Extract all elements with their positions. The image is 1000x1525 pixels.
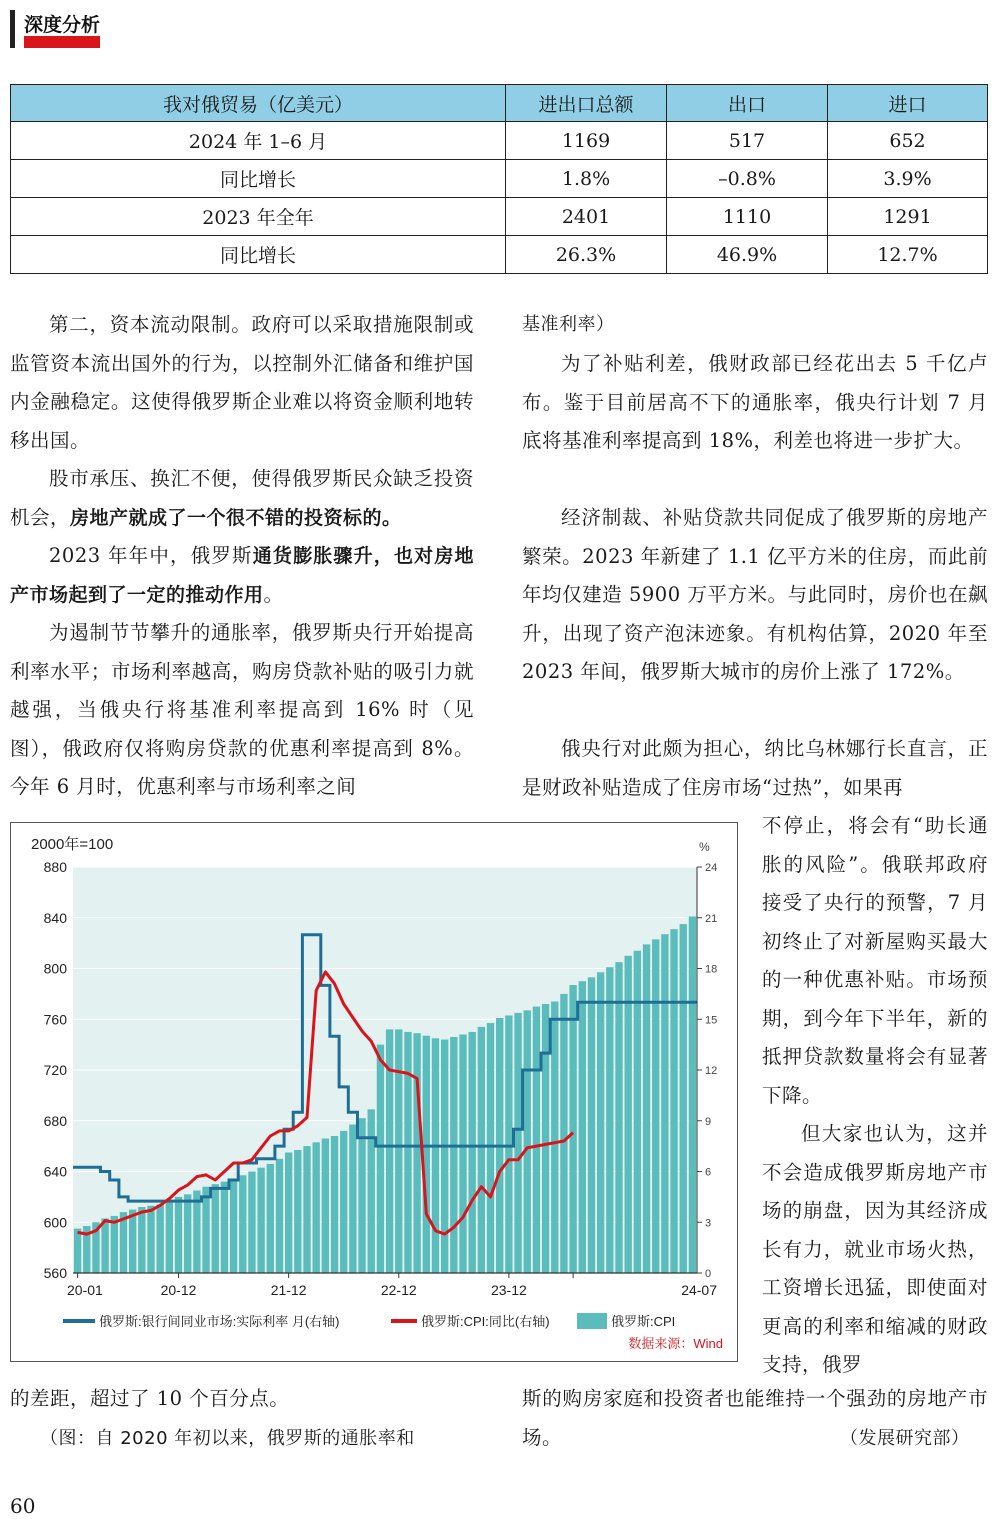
table-cell: 1291 xyxy=(828,198,988,236)
table-cell: –0.8% xyxy=(667,160,828,198)
left-tick-label: 880 xyxy=(43,859,67,875)
section-underline xyxy=(24,36,100,48)
cpi-bar xyxy=(569,985,576,1273)
cpi-bar xyxy=(377,1045,384,1273)
x-tick-label: 23-12 xyxy=(490,1282,527,1298)
table-row xyxy=(11,236,988,274)
x-tick-label: 20-12 xyxy=(160,1282,197,1298)
left-tick-label: 840 xyxy=(43,909,67,926)
cpi-bar xyxy=(368,1109,375,1273)
right-tick-label: 0 xyxy=(705,1268,712,1280)
right-tick-label: 3 xyxy=(705,1217,712,1230)
x-tick-label: 22-12 xyxy=(380,1282,417,1298)
table-header: 进口 xyxy=(828,85,988,122)
cpi-bar xyxy=(469,1032,476,1273)
table-cell: 同比增长 xyxy=(11,236,506,274)
cpi-bar xyxy=(74,1229,81,1273)
chart-source: 数据来源：Wind xyxy=(628,1336,723,1351)
cpi-bar xyxy=(432,1038,439,1273)
cpi-bar xyxy=(285,1152,292,1273)
cpi-bar xyxy=(505,1015,512,1273)
legend-cpi-swatch xyxy=(577,1313,607,1329)
table-row xyxy=(11,160,988,198)
cpi-bar xyxy=(670,929,677,1273)
paragraph-gap: 的差距，超过了 10 个百分点。 xyxy=(10,1387,290,1410)
right-axis-title: % xyxy=(699,840,710,854)
table-cell: 652 xyxy=(828,122,988,160)
cpi-bar xyxy=(248,1172,255,1274)
cpi-bar xyxy=(413,1033,420,1273)
right-tick-label: 6 xyxy=(705,1166,712,1179)
text-span: 。 xyxy=(263,582,284,606)
cpi-bar xyxy=(450,1037,457,1273)
right-tick-label: 24 xyxy=(705,862,718,874)
paragraph-central-bank-cont: 不停止，将会有“助长通胀的风险”。俄联邦政府接受了央行的预警，7 月初终止了对新屋购买最大的一种优惠补贴。市场预期，到今年下半年，新的抵押贷款数量将会有显著下降。 xyxy=(762,814,988,1107)
cpi-bar xyxy=(404,1032,411,1273)
x-tick-label: 24-07 xyxy=(681,1282,717,1298)
table-header: 进出口总额 xyxy=(506,85,667,122)
cpi-bar xyxy=(349,1125,356,1273)
cpi-bar xyxy=(267,1164,274,1273)
table-cell: 1169 xyxy=(506,122,667,160)
left-axis-title: 2000年=100 xyxy=(31,836,114,853)
cpi-bar xyxy=(652,939,659,1273)
left-tick-label: 600 xyxy=(43,1214,67,1231)
cpi-bar xyxy=(615,962,622,1273)
paragraph-housing-boom: 经济制裁、补贴贷款共同促成了俄罗斯的房地产繁荣。2023 年新建了 1.1 亿平方米的住房，而此前年均仅建造 5900 万平方米。与此同时，房价也在飙升，出现了资产泡沫迹象。有机构估算，2020 年至 2023 年间，俄罗斯大城市的房价上涨了 172%。 xyxy=(522,506,988,683)
cpi-bar xyxy=(560,994,567,1273)
cpi-bar xyxy=(331,1136,338,1273)
cpi-bar xyxy=(588,977,595,1273)
cpi-bar xyxy=(294,1150,301,1273)
cpi-bar xyxy=(184,1194,191,1273)
cpi-bar xyxy=(111,1216,118,1273)
table-header: 出口 xyxy=(667,85,828,122)
cpi-bar xyxy=(478,1027,485,1273)
cpi-bar xyxy=(542,1004,549,1273)
table-cell: 517 xyxy=(667,122,828,160)
table-header-row xyxy=(11,85,988,122)
cpi-bar xyxy=(166,1202,173,1273)
table-header: 我对俄贸易（亿美元） xyxy=(11,85,506,122)
cpi-bar xyxy=(340,1131,347,1273)
legend-cpi-yoy-label: 俄罗斯:CPI:同比(右轴) xyxy=(421,1314,550,1329)
cpi-bar xyxy=(597,972,604,1273)
cpi-bar xyxy=(643,944,650,1273)
right-tick-label: 15 xyxy=(705,1014,718,1027)
cpi-bar xyxy=(487,1023,494,1273)
cpi-bar xyxy=(661,934,668,1273)
text-span: 2023 年年中，俄罗斯 xyxy=(49,544,253,567)
right-tick-label: 12 xyxy=(705,1065,718,1077)
left-tick-label: 800 xyxy=(43,960,67,977)
cpi-bar xyxy=(606,967,613,1273)
cpi-bar xyxy=(680,924,687,1273)
cpi-bar xyxy=(358,1118,365,1273)
right-tick-label: 18 xyxy=(705,963,718,976)
table-cell: 同比增长 xyxy=(11,160,506,198)
paragraph-subsidy: 为了补贴利差，俄财政部已经花出去 5 千亿卢布。鉴于目前居高不下的通胀率，俄央行计划 7 月底将基准利率提高到 18%，利差也将进一步扩大。 xyxy=(522,352,988,452)
table-row xyxy=(11,198,988,236)
left-tick-label: 760 xyxy=(43,1011,67,1028)
page-number: 60 xyxy=(10,1494,36,1518)
table-cell: 3.9% xyxy=(828,160,988,198)
right-tick-label: 21 xyxy=(705,912,718,925)
chart-svg xyxy=(11,823,737,1361)
cpi-bar xyxy=(579,981,586,1273)
section-title: 深度分析 xyxy=(24,14,101,36)
cpi-bar xyxy=(322,1139,329,1273)
table-cell: 2023 年全年 xyxy=(11,198,506,236)
x-tick-label: 21-12 xyxy=(270,1282,307,1298)
legend-rate-label: 俄罗斯:银行间同业市场:实际利率 月(右轴) xyxy=(99,1314,340,1329)
cpi-bar xyxy=(138,1207,145,1273)
cpi-bar xyxy=(514,1013,521,1273)
cpi-bar xyxy=(524,1010,531,1273)
cpi-rate-chart xyxy=(10,822,738,1362)
cpi-bar xyxy=(551,1001,558,1273)
cpi-bar xyxy=(459,1034,466,1273)
figure-caption: （图：自 2020 年初以来，俄罗斯的通胀率和 xyxy=(40,1428,415,1449)
paragraph-interest-rate: 为遏制节节攀升的通胀率，俄罗斯央行开始提高利率水平；市场利率越高，购房贷款补贴的吸引力就越强，当俄央行将基准利率提高到 16% 时（见图），俄政府仅将购房贷款的优惠利率提高到 8%。今年 6 月时，优惠利率与市场利率之间 xyxy=(10,621,474,798)
cpi-bar xyxy=(257,1168,264,1273)
table-cell: 26.3% xyxy=(506,236,667,274)
right-tick-label: 9 xyxy=(705,1115,712,1128)
paragraph-central-bank: 俄央行对此颇为担心，纳比乌林娜行长直言，正是财政补贴造成了住房市场“过热”，如果再 xyxy=(522,737,988,799)
paragraph-capital-flow: 第二，资本流动限制。政府可以采取措施限制或监管资本流出国外的行为，以控制外汇储备和维护国内金融稳定。这使得俄罗斯企业难以将资金顺利地转移出国。 xyxy=(10,313,474,452)
cpi-bar xyxy=(129,1210,136,1273)
section-bar xyxy=(10,10,15,48)
bold-text: 房地产就成了一个很不错的投资标的。 xyxy=(70,506,402,529)
paragraph-stock-market xyxy=(10,460,474,537)
cpi-bar xyxy=(193,1191,200,1273)
cpi-bar xyxy=(303,1146,310,1273)
text-span: 股市承压、换汇不便，使得俄罗斯民众缺乏投资机会， xyxy=(10,467,474,529)
cpi-bar xyxy=(395,1029,402,1273)
bold-text: 通货膨胀骤升，也对房地产市场起到了一定的推动作用 xyxy=(10,545,474,606)
x-tick-label: 20-01 xyxy=(67,1282,103,1298)
cpi-bar xyxy=(239,1175,246,1273)
left-tick-label: 720 xyxy=(43,1062,67,1078)
left-tick-label: 680 xyxy=(43,1112,67,1129)
cpi-bar xyxy=(634,951,641,1273)
paragraph-outlook: 但大家也认为，这并不会造成俄罗斯房地产市场的崩盘，因为其经济成长有力，就业市场火热，工资增长迅猛，即使面对更高的利率和缩减的财政支持，俄罗 xyxy=(762,1122,988,1376)
table-cell: 46.9% xyxy=(667,236,828,274)
table-cell: 2024 年 1–6 月 xyxy=(11,122,506,160)
signature: （发展研究部） xyxy=(840,1428,970,1449)
cpi-bar xyxy=(212,1184,219,1273)
cpi-bar xyxy=(276,1159,283,1273)
cpi-bar xyxy=(101,1218,108,1273)
left-tick-label: 560 xyxy=(43,1265,67,1281)
cpi-bar xyxy=(147,1206,154,1273)
cpi-bar xyxy=(157,1204,164,1273)
left-tick-label: 640 xyxy=(43,1163,67,1180)
cpi-bar xyxy=(313,1142,320,1273)
table-cell: 1.8% xyxy=(506,160,667,198)
cpi-bar xyxy=(221,1182,228,1273)
cpi-bar xyxy=(175,1197,182,1273)
table-cell: 1110 xyxy=(667,198,828,236)
paragraph-inflation xyxy=(10,537,474,614)
trade-table xyxy=(10,84,988,274)
legend-cpi-label: 俄罗斯:CPI xyxy=(611,1314,676,1329)
table-row xyxy=(11,122,988,160)
table-cell: 12.7% xyxy=(828,236,988,274)
cpi-bar xyxy=(230,1179,237,1273)
paragraph-outlook-cont: 斯的购房家庭和投资者也能维持一个强劲的房地产市场。 xyxy=(522,1387,988,1449)
cpi-bar xyxy=(441,1040,448,1273)
table-cell: 2401 xyxy=(506,198,667,236)
figure-caption-cont: 基准利率） xyxy=(522,314,615,335)
cpi-bar xyxy=(533,1007,540,1273)
cpi-bar xyxy=(202,1187,209,1273)
cpi-bar xyxy=(689,916,696,1273)
